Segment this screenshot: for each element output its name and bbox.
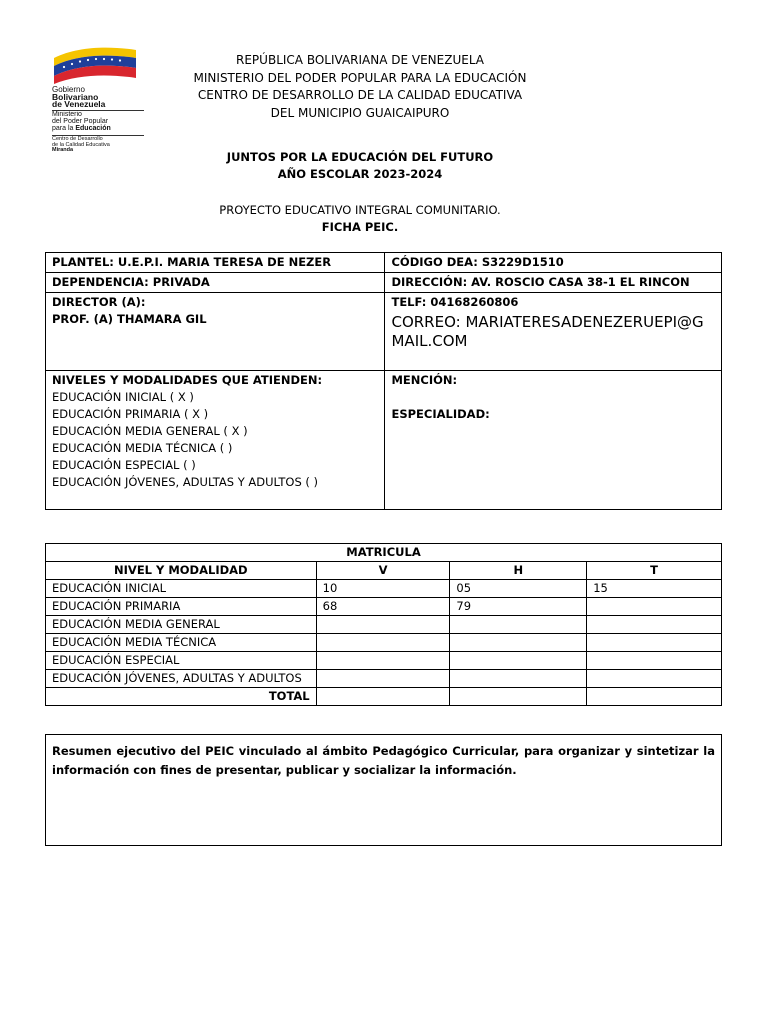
dependencia-cell: DEPENDENCIA: PRIVADA	[46, 273, 385, 293]
nivel-item: EDUCACIÓN JÓVENES, ADULTAS Y ADULTOS ( )	[52, 475, 319, 489]
table-cell: 10	[316, 580, 450, 598]
direccion-cell: DIRECCIÓN: AV. ROSCIO CASA 38-1 EL RINCON	[385, 273, 722, 293]
slogan: JUNTOS POR LA EDUCACIÓN DEL FUTURO AÑO ESCOLAR 2023-2024	[226, 150, 494, 181]
table-cell: EDUCACIÓN ESPECIAL	[46, 652, 317, 670]
email-text: CORREO: MARIATERESADENEZERUEPI@GMAIL.COM	[391, 313, 704, 350]
table-cell	[587, 670, 722, 688]
school-info-table	[45, 252, 722, 510]
venezuela-flag-icon	[50, 44, 138, 84]
header-line: DEL MUNICIPIO GUAICAIPURO	[270, 105, 450, 120]
column-header: V	[316, 562, 450, 580]
table-row	[46, 652, 722, 670]
niveles-cell: NIVELES Y MODALIDADES QUE ATIENDEN: EDUCACIÓN INICIAL ( X ) EDUCACIÓN PRIMARIA ( X ) EDUCACIÓN MEDIA GENERAL ( X ) EDUCACIÓN MEDIA TÉCNICA ( ) EDUCACIÓN ESPECIAL ( ) EDUCACIÓN JÓVENES, ADULTAS Y ADULTOS ( )	[46, 371, 385, 510]
table-cell: EDUCACIÓN JÓVENES, ADULTAS Y ADULTOS	[46, 670, 317, 688]
table-cell	[450, 634, 587, 652]
table-cell	[587, 616, 722, 634]
table-cell	[587, 634, 722, 652]
table-row	[46, 598, 722, 616]
column-header: T	[587, 562, 722, 580]
table-cell	[450, 616, 587, 634]
logo-ministry-text: Ministerio del Poder Popular para la Educación	[52, 111, 111, 132]
table-row	[46, 616, 722, 634]
resumen-box: Resumen ejecutivo del PEIC vinculado al ámbito Pedagógico Curricular, para organizar y sintetizar la información con fines de presentar, publicar y socializar la información.	[45, 734, 722, 846]
nivel-item: EDUCACIÓN ESPECIAL ( )	[52, 458, 196, 472]
table-cell	[587, 652, 722, 670]
table-row	[46, 253, 722, 273]
nivel-item: EDUCACIÓN INICIAL ( X )	[52, 390, 194, 404]
contact-cell: TELF: 04168260806 CORREO: MARIATERESADENEZERUEPI@GMAIL.COM	[385, 293, 722, 371]
nivel-item: EDUCACIÓN PRIMARIA ( X )	[52, 407, 209, 421]
table-cell: 15	[587, 580, 722, 598]
table-cell	[316, 616, 450, 634]
nivel-item: EDUCACIÓN MEDIA GENERAL ( X )	[52, 424, 248, 438]
matricula-table	[45, 543, 722, 706]
table-cell	[450, 670, 587, 688]
logo-government-text: Gobierno Bolivariano de Venezuela	[52, 85, 106, 109]
plantel-cell: PLANTEL: U.E.P.I. MARIA TERESA DE NEZER	[46, 253, 385, 273]
table-cell	[316, 688, 450, 706]
table-cell: 05	[450, 580, 587, 598]
total-row	[46, 688, 722, 706]
header-line: CENTRO DE DESARROLLO DE LA CALIDAD EDUCATIVA	[197, 88, 523, 102]
table-cell	[316, 670, 450, 688]
table-cell: EDUCACIÓN MEDIA TÉCNICA	[46, 634, 317, 652]
header-line: REPÚBLICA BOLIVARIANA DE VENEZUELA	[236, 53, 484, 67]
column-header: NIVEL Y MODALIDAD	[46, 562, 317, 580]
table-row	[46, 273, 722, 293]
table-header-row	[46, 562, 722, 580]
nivel-item: EDUCACIÓN MEDIA TÉCNICA ( )	[52, 441, 233, 455]
table-row	[46, 371, 722, 510]
table-cell	[450, 652, 587, 670]
document-header	[160, 52, 560, 122]
table-cell: 79	[450, 598, 587, 616]
logo-center-text: Centro de Desarrollo de la Calidad Educativa Miranda	[52, 136, 110, 153]
table-cell: EDUCACIÓN PRIMARIA	[46, 598, 317, 616]
director-cell: DIRECTOR (A): PROF. (A) THAMARA GIL	[46, 293, 385, 371]
table-cell	[450, 688, 587, 706]
ministry-logo	[50, 44, 150, 153]
table-cell: 68	[316, 598, 450, 616]
codigo-cell: CÓDIGO DEA: S3229D1510	[385, 253, 722, 273]
table-row	[46, 544, 722, 562]
table-cell: EDUCACIÓN INICIAL	[46, 580, 317, 598]
table-cell	[587, 688, 722, 706]
table-row	[46, 580, 722, 598]
total-label: TOTAL	[46, 688, 317, 706]
table-cell	[587, 598, 722, 616]
table-cell: EDUCACIÓN MEDIA GENERAL	[46, 616, 317, 634]
table-row	[46, 670, 722, 688]
table-cell	[316, 634, 450, 652]
mencion-cell: MENCIÓN: ESPECIALIDAD:	[385, 371, 722, 510]
table-row	[46, 634, 722, 652]
column-header: H	[450, 562, 587, 580]
project-title: PROYECTO EDUCATIVO INTEGRAL COMUNITARIO. FICHA PEIC.	[219, 203, 501, 234]
table-row	[46, 293, 722, 371]
matricula-title: MATRICULA	[46, 544, 722, 562]
header-line: MINISTERIO DEL PODER POPULAR PARA LA EDUCACIÓN	[193, 70, 527, 85]
table-cell	[316, 652, 450, 670]
